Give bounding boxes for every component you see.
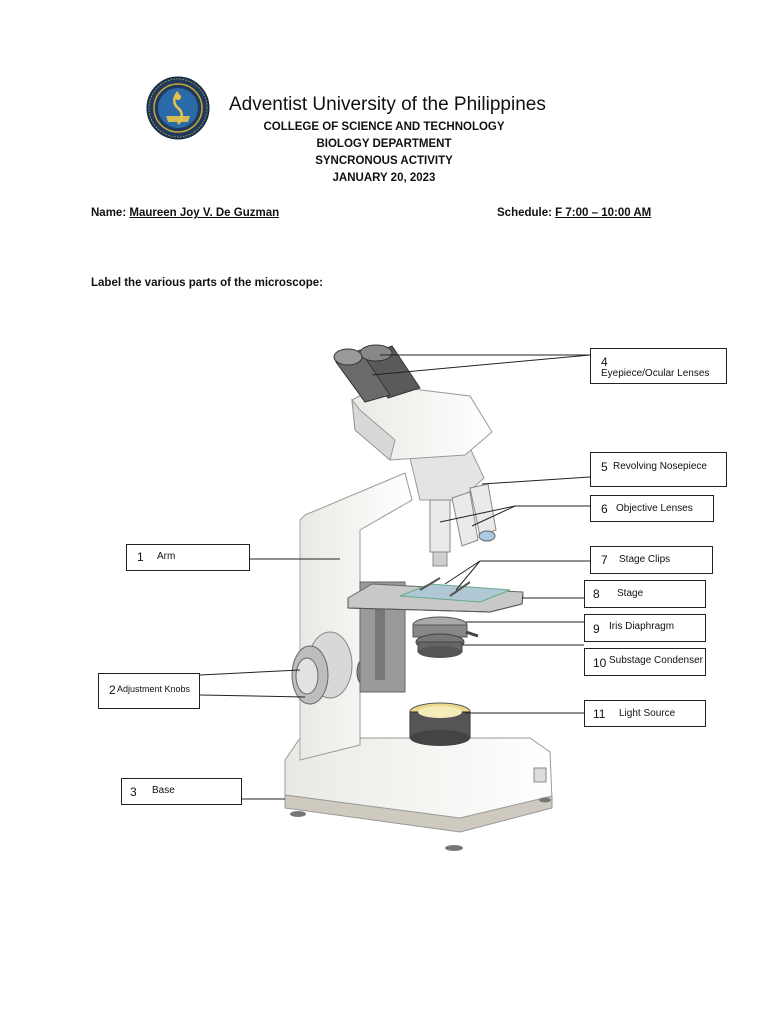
label-text: Base bbox=[152, 785, 175, 796]
label-number: 10 bbox=[593, 656, 607, 670]
label-number: 3 bbox=[130, 785, 137, 799]
label-text: Revolving Nosepiece bbox=[613, 461, 707, 472]
label-number: 11 bbox=[593, 707, 606, 721]
label-box-revolving-nosepiece bbox=[590, 452, 727, 487]
label-number: 7 bbox=[601, 553, 608, 567]
label-text: Objective Lenses bbox=[616, 503, 693, 514]
label-text: Stage bbox=[617, 588, 644, 599]
name-value: Maureen Joy V. De Guzman bbox=[129, 207, 280, 219]
label-text: Adjustment Knobs bbox=[117, 684, 191, 694]
label-text: Arm bbox=[157, 551, 176, 562]
label-box-base bbox=[121, 778, 242, 805]
label-text: Light Source bbox=[619, 708, 676, 719]
activity-date: JANUARY 20, 2023 bbox=[332, 172, 436, 184]
department-name: BIOLOGY DEPARTMENT bbox=[316, 138, 452, 150]
university-name: Adventist University of the Philippines bbox=[229, 94, 546, 115]
label-box-arm bbox=[126, 544, 250, 571]
name-label: Name: bbox=[91, 207, 127, 219]
college-name: COLLEGE OF SCIENCE AND TECHNOLOGY bbox=[263, 121, 505, 133]
label-box-iris-diaphragm bbox=[584, 614, 706, 642]
label-text: Stage Clips bbox=[619, 554, 671, 565]
label-box-objective-lenses bbox=[590, 495, 714, 522]
label-text: Substage Condenser bbox=[609, 655, 703, 666]
label-number: 8 bbox=[593, 587, 600, 601]
label-box-stage bbox=[584, 580, 706, 608]
label-number: 1 bbox=[137, 550, 144, 564]
label-number: 2 bbox=[109, 683, 116, 697]
activity-title: SYNCRONOUS ACTIVITY bbox=[315, 155, 453, 167]
label-box-eyepiece bbox=[590, 348, 727, 384]
label-number: 4 bbox=[601, 355, 608, 369]
label-box-light-source bbox=[584, 700, 706, 727]
schedule-value: F 7:00 – 10:00 AM bbox=[555, 207, 652, 219]
label-box-stage-clips bbox=[590, 546, 713, 574]
label-text: Iris Diaphragm bbox=[609, 621, 675, 632]
schedule-label: Schedule: bbox=[497, 207, 552, 219]
label-box-adjustment-knobs bbox=[98, 673, 200, 709]
label-text: Eyepiece/Ocular Lenses bbox=[601, 368, 710, 379]
label-number: 6 bbox=[601, 502, 608, 516]
instruction-text: Label the various parts of the microscope: bbox=[91, 277, 323, 289]
label-number: 5 bbox=[601, 460, 608, 474]
label-number: 9 bbox=[593, 622, 600, 636]
label-box-substage-condenser bbox=[584, 648, 706, 676]
